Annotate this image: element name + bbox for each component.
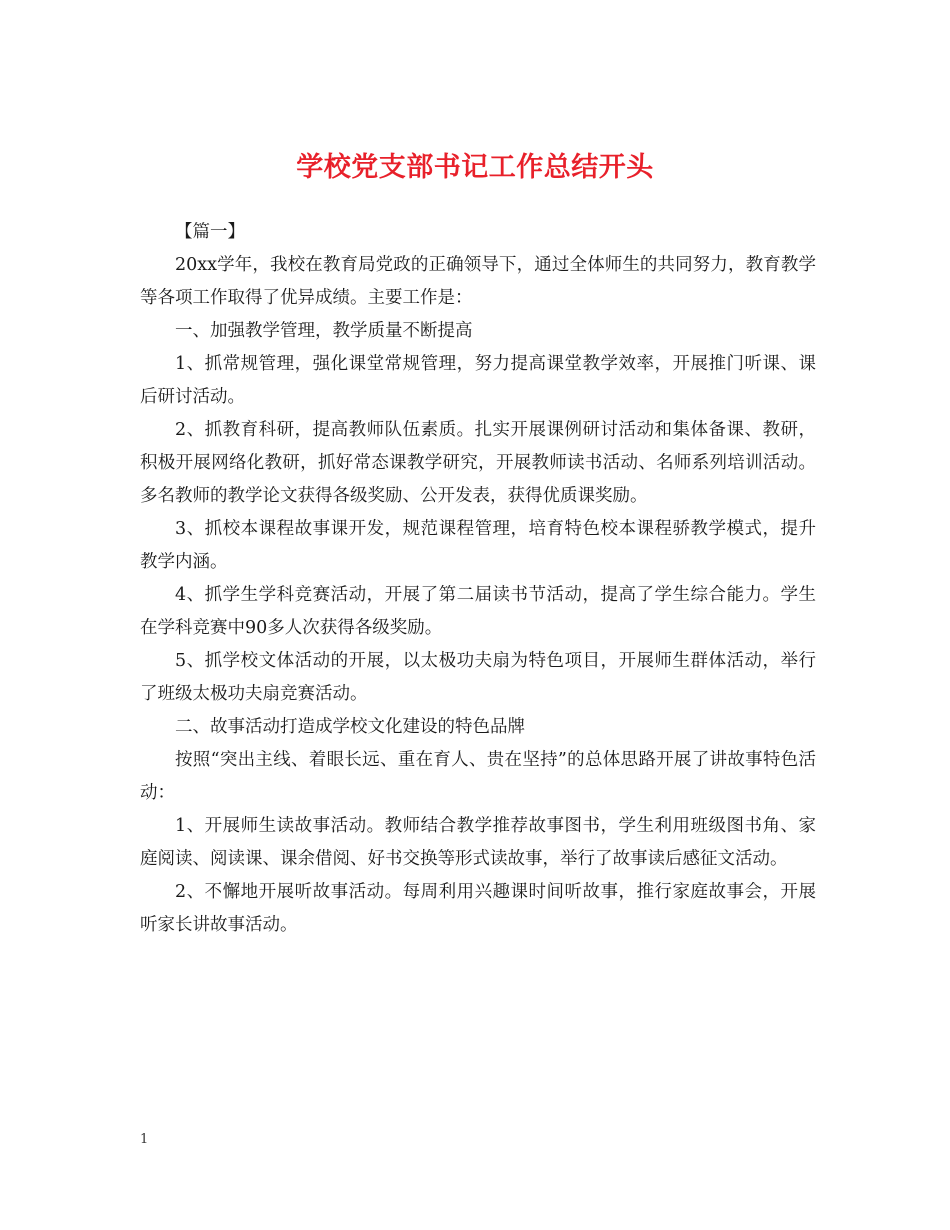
document-body	[140, 216, 816, 942]
section-heading-1: 一、加强教学管理，教学质量不断提高	[175, 321, 473, 341]
paragraph: 2、抓教育科研，提高教师队伍素质。扎实开展课例研讨活动和集体备课、教研，积极开展网络化教研，抓好常态课教学研究，开展教师读书活动、名师系列培训活动。多名教师的教学论文获得各级奖励、公开发表，获得优质课奖励。	[140, 420, 816, 506]
document-title: 学校党支部书记工作总结开头	[296, 152, 654, 183]
paragraph: 5、抓学校文体活动的开展，以太极功夫扇为特色项目，开展师生群体活动，举行了班级太极功夫扇竞赛活动。	[140, 651, 816, 704]
section-marker: 【篇一】	[175, 222, 245, 242]
intro-paragraph: 20xx学年，我校在教育局党政的正确领导下，通过全体师生的共同努力，教育教学等各项工作取得了优异成绩。主要工作是：	[140, 255, 816, 308]
paragraph: 3、抓校本课程故事课开发，规范课程管理，培育特色校本课程骄教学模式，提升教学内涵。	[140, 519, 816, 572]
paragraph: 1、抓常规管理，强化课堂常规管理，努力提高课堂教学效率，开展推门听课、课后研讨活动。	[140, 354, 816, 407]
page-number: 1	[140, 1132, 149, 1147]
paragraph: 2、不懈地开展听故事活动。每周利用兴趣课时间听故事，推行家庭故事会，开展听家长讲故事活动。	[140, 882, 816, 935]
section-heading-2: 二、故事活动打造成学校文化建设的特色品牌	[175, 717, 525, 737]
paragraph: 1、开展师生读故事活动。教师结合教学推荐故事图书，学生利用班级图书角、家庭阅读、阅读课、课余借阅、好书交换等形式读故事，举行了故事读后感征文活动。	[140, 816, 816, 869]
paragraph: 4、抓学生学科竞赛活动，开展了第二届读书节活动，提高了学生综合能力。学生在学科竞赛中90多人次获得各级奖励。	[140, 585, 816, 638]
paragraph: 按照“突出主线、着眼长远、重在育人、贵在坚持”的总体思路开展了讲故事特色活动：	[140, 750, 816, 803]
